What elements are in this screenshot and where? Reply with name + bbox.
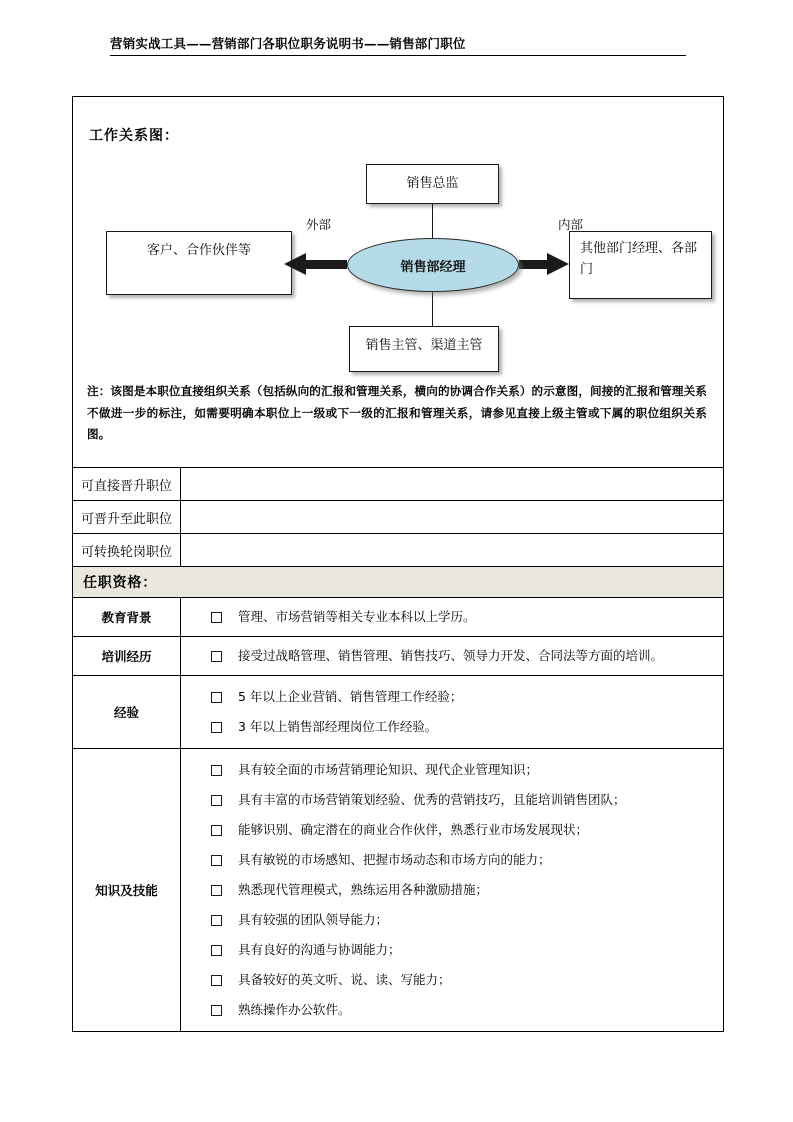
list-item-text: 具有较全面的市场营销理论知识、现代企业管理知识； <box>238 762 539 777</box>
node-sales-manager <box>347 238 519 292</box>
list-item-text: 管理、市场营销等相关专业本科以上学历。 <box>238 609 476 624</box>
list-item <box>181 995 715 1025</box>
table-row <box>73 676 724 749</box>
list-item-text: 具有良好的沟通与协调能力； <box>238 942 401 957</box>
node-subordinates <box>349 326 499 372</box>
qualification-content-experience <box>181 676 724 749</box>
checkbox-icon[interactable] <box>211 795 222 806</box>
list-item-text: 5 年以上企业营销、销售管理工作经验； <box>238 689 463 704</box>
checkbox-icon[interactable] <box>211 651 222 662</box>
arrow-left-head-icon <box>284 253 306 275</box>
work-relationship-diagram <box>73 97 722 385</box>
header-rule <box>110 55 686 56</box>
checkbox-icon[interactable] <box>211 945 222 956</box>
career-row-value-2[interactable] <box>181 534 724 567</box>
checkbox-icon[interactable] <box>211 885 222 896</box>
list-item <box>181 785 715 815</box>
checkbox-icon[interactable] <box>211 612 222 623</box>
table-row <box>73 598 724 637</box>
list-item-text: 具有丰富的市场营销策划经验、优秀的营销技巧，且能培训销售团队； <box>238 792 626 807</box>
list-item <box>181 643 715 669</box>
career-row-label-2: 可转换轮岗职位 <box>73 534 181 567</box>
bullet-list <box>181 637 723 675</box>
diagram-note: 注：该图是本职位直接组织关系（包括纵向的汇报和管理关系，横向的协调合作关系）的示意图，间接的汇报和管理关系不做进一步的标注，如需要明确本职位上一级或下一级的汇报和管理关系，请参见直接上级主管或下属的职位组织关系图。 <box>87 384 707 441</box>
list-item-text: 具备较好的英文听、说、读、写能力； <box>238 972 451 987</box>
list-item-text: 具有敏锐的市场感知、把握市场动态和市场方向的能力； <box>238 852 551 867</box>
list-item-text: 3 年以上销售部经理岗位工作经验。 <box>238 719 438 734</box>
checkbox-icon[interactable] <box>211 722 222 733</box>
table-row <box>73 749 724 1032</box>
qualification-content-education <box>181 598 724 637</box>
table-row <box>73 468 724 501</box>
checkbox-icon[interactable] <box>211 765 222 776</box>
list-item <box>181 815 715 845</box>
list-item <box>181 935 715 965</box>
diagram-cell <box>73 97 724 468</box>
career-row-value-0[interactable] <box>181 468 724 501</box>
node-internal-departments <box>569 231 712 299</box>
qualification-content-training <box>181 637 724 676</box>
qualification-label-education: 教育背景 <box>73 598 181 637</box>
list-item <box>181 965 715 995</box>
bullet-list <box>181 676 723 748</box>
arrow-right-head-icon <box>547 253 569 275</box>
checkbox-icon[interactable] <box>211 825 222 836</box>
list-item-text: 具有较强的团队领导能力； <box>238 912 389 927</box>
connector-line-top <box>432 204 433 241</box>
table-row <box>73 637 724 676</box>
job-description-table <box>72 96 724 1032</box>
arrow-right-shaft <box>519 260 549 269</box>
list-item-text: 接受过战略管理、销售管理、销售技巧、领导力开发、合同法等方面的培训。 <box>238 648 664 663</box>
career-row-label-1: 可晋升至此职位 <box>73 501 181 534</box>
qualification-label-experience: 经验 <box>73 676 181 749</box>
diagram-title: 工作关系图： <box>89 128 179 144</box>
list-item-text: 熟悉现代管理模式，熟练运用各种激励措施； <box>238 882 489 897</box>
checkbox-icon[interactable] <box>211 692 222 703</box>
checkbox-icon[interactable] <box>211 855 222 866</box>
list-item <box>181 905 715 935</box>
node-subordinates-label: 销售主管、渠道主管 <box>365 338 483 353</box>
list-item <box>181 875 715 905</box>
list-item <box>181 845 715 875</box>
list-item <box>181 755 715 785</box>
table-row <box>73 501 724 534</box>
qualification-section-title: 任职资格： <box>73 567 724 598</box>
qualification-section-header-row <box>73 567 724 598</box>
checkbox-icon[interactable] <box>211 975 222 986</box>
node-external-partners-label: 客户、合作伙伴等 <box>146 243 251 258</box>
bullet-list <box>181 598 723 636</box>
connector-line-bottom <box>432 289 433 327</box>
career-row-value-1[interactable] <box>181 501 724 534</box>
bullet-list <box>181 749 723 1031</box>
label-internal: 内部 <box>558 217 584 232</box>
list-item <box>181 604 715 630</box>
node-sales-director-label: 销售总监 <box>406 176 459 191</box>
career-row-label-0: 可直接晋升职位 <box>73 468 181 501</box>
list-item-text: 熟练操作办公软件。 <box>238 1002 351 1017</box>
node-sales-manager-label: 销售部经理 <box>400 259 466 275</box>
diagram-row <box>73 97 724 468</box>
checkbox-icon[interactable] <box>211 915 222 926</box>
node-sales-director <box>366 164 499 204</box>
page-running-header <box>110 36 686 56</box>
qualification-label-training: 培训经历 <box>73 637 181 676</box>
list-item <box>181 682 715 712</box>
qualification-label-knowledge-skills: 知识及技能 <box>73 749 181 1032</box>
checkbox-icon[interactable] <box>211 1005 222 1016</box>
list-item-text: 能够识别、确定潜在的商业合作伙伴，熟悉行业市场发展现状； <box>238 822 589 837</box>
label-external: 外部 <box>306 217 332 232</box>
arrow-left-shaft <box>305 260 347 269</box>
table-row <box>73 534 724 567</box>
qualification-content-knowledge-skills <box>181 749 724 1032</box>
node-internal-departments-label: 其他部门经理、各部门 <box>580 241 698 277</box>
node-external-partners <box>106 231 292 295</box>
list-item <box>181 712 715 742</box>
header-title: 营销实战工具——营销部门各职位职务说明书——销售部门职位 <box>110 36 466 51</box>
